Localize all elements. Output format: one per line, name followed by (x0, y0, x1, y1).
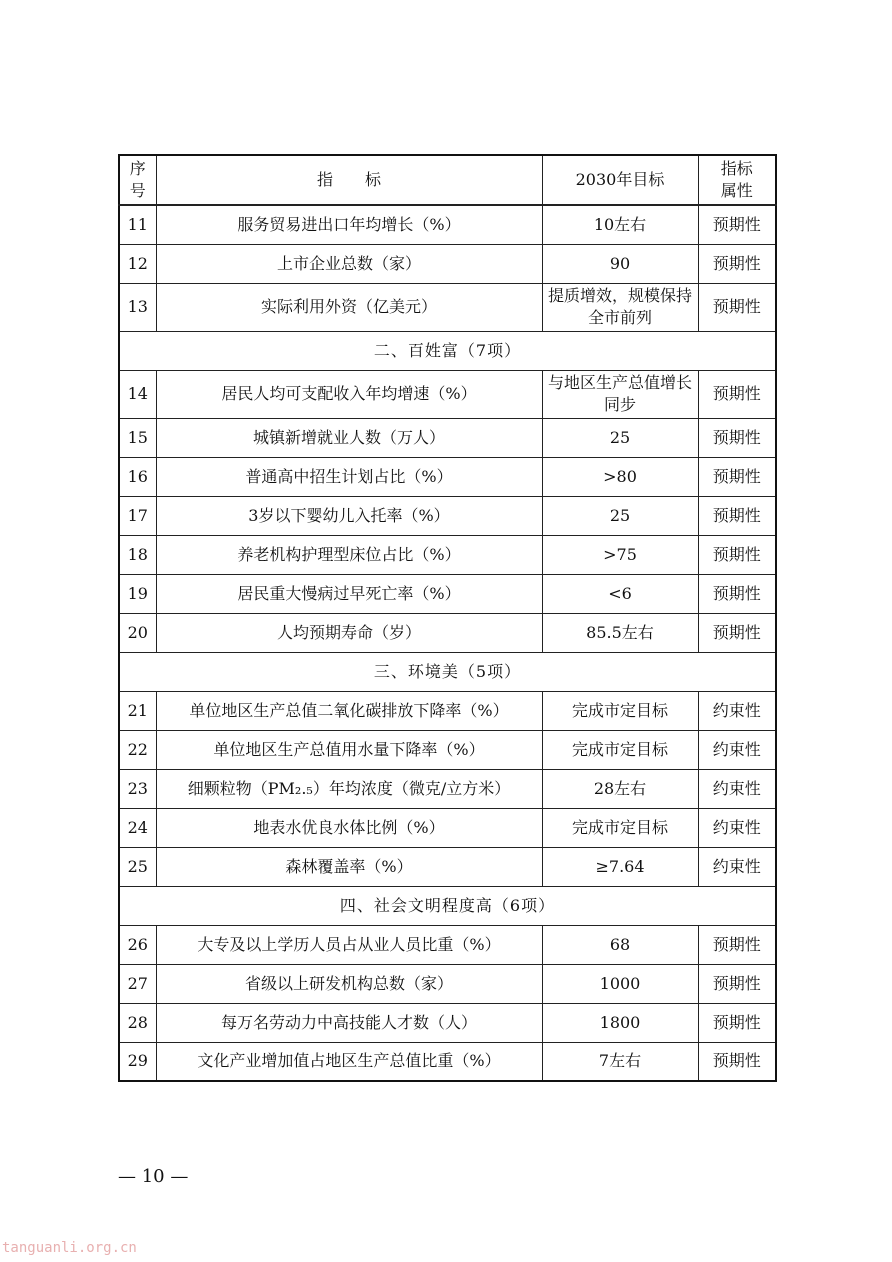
cell-seq: 23 (119, 769, 156, 808)
cell-indicator: 大专及以上学历人员占从业人员比重（%） (156, 925, 542, 964)
cell-target: 与地区生产总值增长同步 (542, 370, 698, 418)
table-row (119, 730, 776, 769)
cell-attr: 约束性 (698, 847, 776, 886)
cell-target: 28左右 (542, 769, 698, 808)
cell-seq: 26 (119, 925, 156, 964)
table-row (119, 964, 776, 1003)
table-row (119, 574, 776, 613)
cell-attr: 预期性 (698, 574, 776, 613)
header-indicator: 指 标 (156, 155, 542, 205)
cell-attr: 预期性 (698, 205, 776, 244)
table-row (119, 205, 776, 244)
header-attr: 指标 属性 (698, 155, 776, 205)
cell-target: 1000 (542, 964, 698, 1003)
cell-attr: 预期性 (698, 283, 776, 331)
section-title: 二、百姓富（7项） (119, 331, 776, 370)
cell-seq: 16 (119, 457, 156, 496)
cell-indicator: 养老机构护理型床位占比（%） (156, 535, 542, 574)
cell-indicator: 森林覆盖率（%） (156, 847, 542, 886)
table-header-row (119, 155, 776, 205)
cell-seq: 14 (119, 370, 156, 418)
cell-target: 85.5左右 (542, 613, 698, 652)
cell-indicator: 细颗粒物（PM₂.₅）年均浓度（微克/立方米） (156, 769, 542, 808)
section-title: 三、环境美（5项） (119, 652, 776, 691)
cell-indicator: 城镇新增就业人数（万人） (156, 418, 542, 457)
cell-indicator: 居民人均可支配收入年均增速（%） (156, 370, 542, 418)
cell-target: 1800 (542, 1003, 698, 1042)
header-seq: 序 号 (119, 155, 156, 205)
table-row (119, 691, 776, 730)
cell-indicator: 3岁以下婴幼儿入托率（%） (156, 496, 542, 535)
cell-indicator: 地表水优良水体比例（%） (156, 808, 542, 847)
table-row (119, 244, 776, 283)
section-title: 四、社会文明程度高（6项） (119, 886, 776, 925)
cell-seq: 19 (119, 574, 156, 613)
cell-indicator: 人均预期寿命（岁） (156, 613, 542, 652)
cell-attr: 预期性 (698, 535, 776, 574)
cell-seq: 21 (119, 691, 156, 730)
indicator-table (118, 154, 777, 1082)
cell-indicator: 每万名劳动力中高技能人才数（人） (156, 1003, 542, 1042)
cell-target: ≥7.64 (542, 847, 698, 886)
cell-target: 10左右 (542, 205, 698, 244)
cell-attr: 预期性 (698, 1003, 776, 1042)
cell-attr: 预期性 (698, 1042, 776, 1081)
table-row (119, 418, 776, 457)
table-row (119, 613, 776, 652)
cell-target: 68 (542, 925, 698, 964)
cell-target: <6 (542, 574, 698, 613)
table-row (119, 1042, 776, 1081)
cell-target: 完成市定目标 (542, 691, 698, 730)
cell-seq: 25 (119, 847, 156, 886)
cell-seq: 13 (119, 283, 156, 331)
cell-target: 25 (542, 496, 698, 535)
table-row (119, 847, 776, 886)
cell-seq: 29 (119, 1042, 156, 1081)
cell-attr: 预期性 (698, 496, 776, 535)
cell-attr: 预期性 (698, 418, 776, 457)
cell-seq: 18 (119, 535, 156, 574)
section-row (119, 886, 776, 925)
cell-seq: 12 (119, 244, 156, 283)
cell-target: >75 (542, 535, 698, 574)
cell-target: 25 (542, 418, 698, 457)
cell-target: 完成市定目标 (542, 730, 698, 769)
section-row (119, 652, 776, 691)
table-row (119, 1003, 776, 1042)
table-row (119, 457, 776, 496)
cell-seq: 15 (119, 418, 156, 457)
cell-indicator: 单位地区生产总值用水量下降率（%） (156, 730, 542, 769)
table-row (119, 535, 776, 574)
cell-attr: 预期性 (698, 457, 776, 496)
cell-seq: 11 (119, 205, 156, 244)
table-row (119, 283, 776, 331)
cell-attr: 约束性 (698, 808, 776, 847)
cell-target: 90 (542, 244, 698, 283)
table-body (119, 205, 776, 1081)
cell-attr: 预期性 (698, 925, 776, 964)
cell-attr: 约束性 (698, 691, 776, 730)
table-row (119, 925, 776, 964)
cell-indicator: 省级以上研发机构总数（家） (156, 964, 542, 1003)
cell-indicator: 上市企业总数（家） (156, 244, 542, 283)
cell-indicator: 单位地区生产总值二氧化碳排放下降率（%） (156, 691, 542, 730)
cell-attr: 预期性 (698, 964, 776, 1003)
cell-indicator: 居民重大慢病过早死亡率（%） (156, 574, 542, 613)
cell-seq: 20 (119, 613, 156, 652)
cell-target: 7左右 (542, 1042, 698, 1081)
cell-attr: 约束性 (698, 769, 776, 808)
cell-target: 提质增效，规模保持全市前列 (542, 283, 698, 331)
cell-target: 完成市定目标 (542, 808, 698, 847)
page-number: — 10 — (118, 1166, 189, 1187)
table-row (119, 769, 776, 808)
cell-attr: 预期性 (698, 370, 776, 418)
header-target: 2030年目标 (542, 155, 698, 205)
cell-indicator: 文化产业增加值占地区生产总值比重（%） (156, 1042, 542, 1081)
watermark: tanguanli.org.cn (2, 1240, 137, 1256)
cell-attr: 预期性 (698, 613, 776, 652)
section-row (119, 331, 776, 370)
cell-attr: 约束性 (698, 730, 776, 769)
cell-target: >80 (542, 457, 698, 496)
cell-seq: 17 (119, 496, 156, 535)
cell-indicator: 实际利用外资（亿美元） (156, 283, 542, 331)
table-row (119, 370, 776, 418)
cell-seq: 28 (119, 1003, 156, 1042)
cell-seq: 27 (119, 964, 156, 1003)
cell-attr: 预期性 (698, 244, 776, 283)
cell-indicator: 服务贸易进出口年均增长（%） (156, 205, 542, 244)
table-row (119, 496, 776, 535)
cell-seq: 24 (119, 808, 156, 847)
cell-indicator: 普通高中招生计划占比（%） (156, 457, 542, 496)
table-row (119, 808, 776, 847)
cell-seq: 22 (119, 730, 156, 769)
